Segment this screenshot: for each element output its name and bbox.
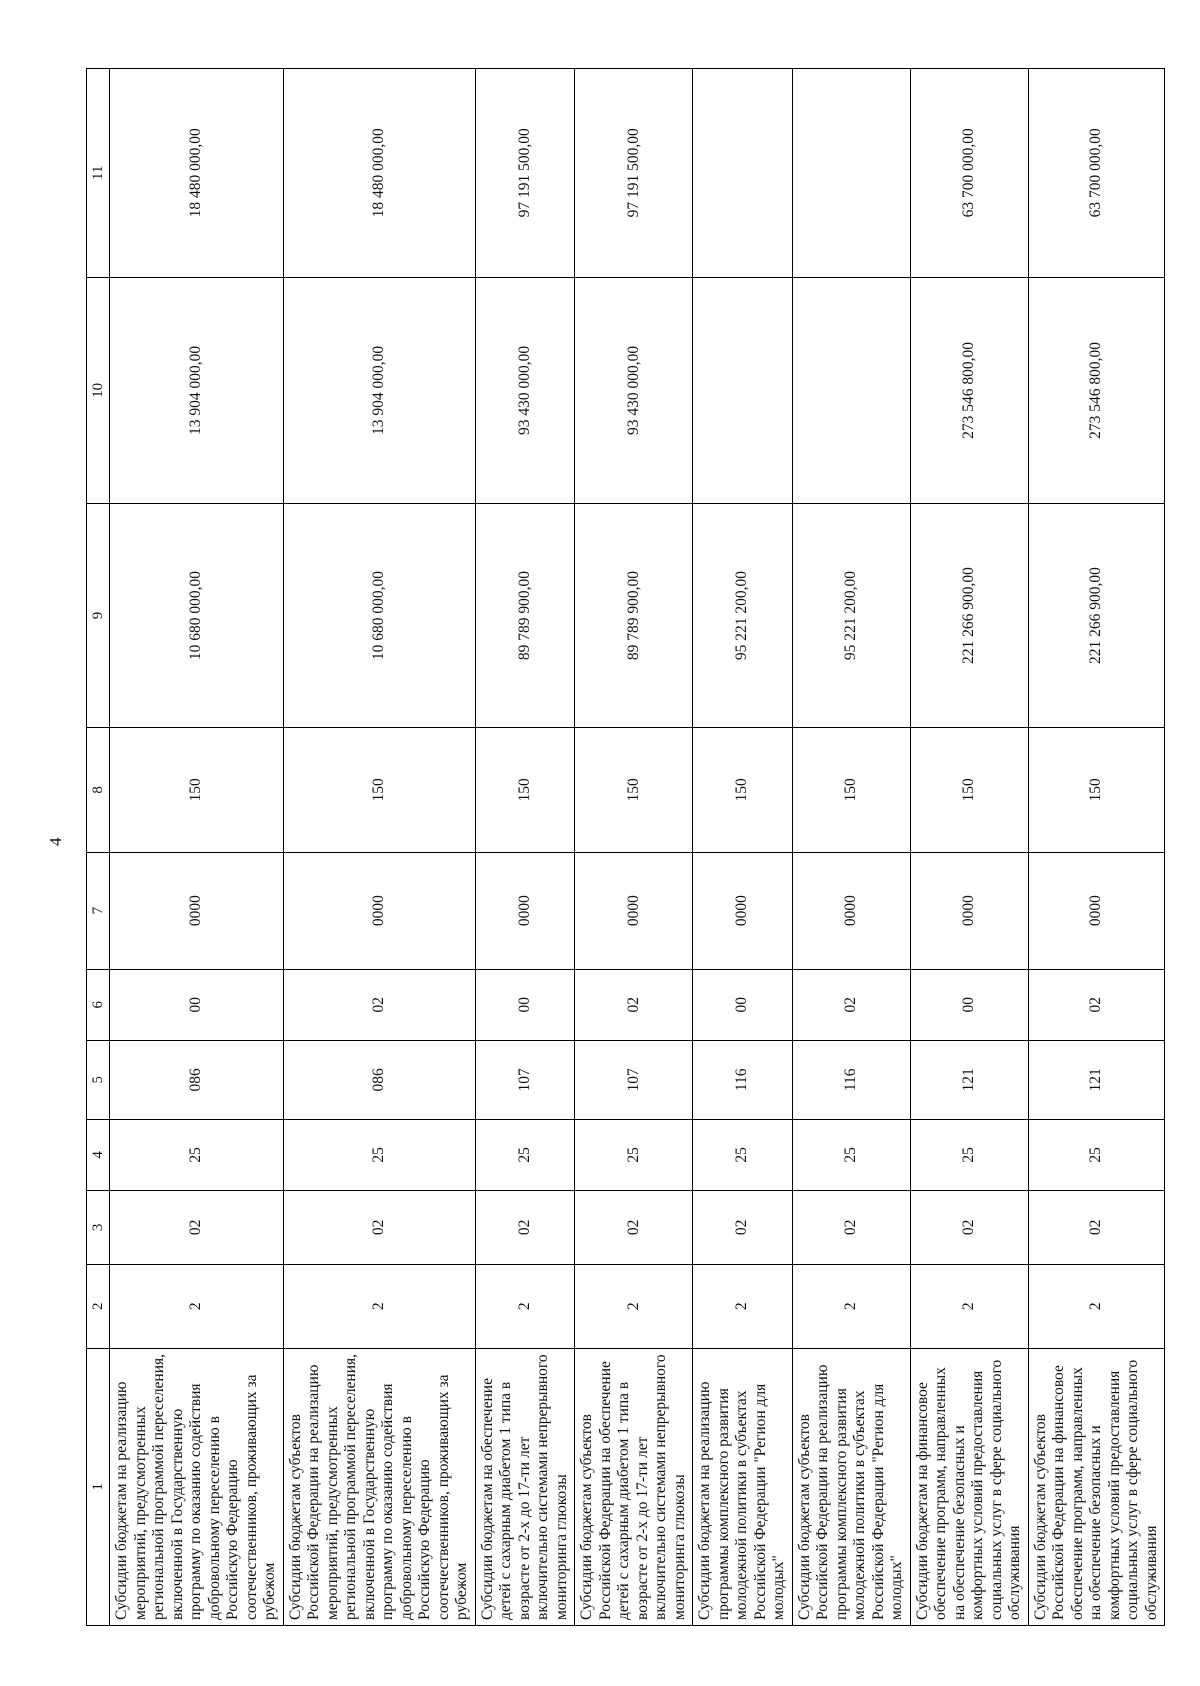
cell-col3: 02	[792, 1190, 910, 1264]
cell-col2: 2	[693, 1264, 793, 1348]
cell-col3: 02	[693, 1190, 793, 1264]
cell-col10	[792, 277, 910, 503]
cell-col6: 02	[792, 969, 910, 1040]
cell-col10: 13 904 000,00	[110, 277, 284, 503]
header-cell: 6	[87, 969, 110, 1040]
cell-col10: 273 546 800,00	[910, 277, 1028, 503]
header-cell: 9	[87, 504, 110, 728]
cell-col6: 00	[693, 969, 793, 1040]
cell-col10: 93 430 000,00	[575, 277, 693, 503]
cell-col3: 02	[575, 1190, 693, 1264]
cell-col2: 2	[575, 1264, 693, 1348]
cell-col11	[792, 69, 910, 278]
table-row	[110, 69, 284, 1626]
budget-table	[86, 68, 1165, 1626]
cell-col3: 02	[110, 1190, 284, 1264]
cell-col2: 2	[475, 1264, 575, 1348]
header-row	[87, 69, 110, 1626]
table-row	[910, 69, 1028, 1626]
cell-col9: 221 266 900,00	[1028, 504, 1165, 728]
cell-col9: 95 221 200,00	[693, 504, 793, 728]
row-description: Субсидии бюджетам субъектов Российской Федерации на обеспечение детей с сахарным диабетом 1 типа в возрасте от 2-х до 17-ти лет включительно системами непрерывного мониторинга глюкозы	[575, 1348, 693, 1625]
cell-col2: 2	[910, 1264, 1028, 1348]
cell-col2: 2	[283, 1264, 475, 1348]
cell-col4: 25	[475, 1119, 575, 1190]
cell-col3: 02	[283, 1190, 475, 1264]
header-cell: 7	[87, 852, 110, 969]
header-cell: 10	[87, 277, 110, 503]
cell-col6: 00	[910, 969, 1028, 1040]
cell-col6: 02	[575, 969, 693, 1040]
row-description: Субсидии бюджетам на обеспечение детей с сахарным диабетом 1 типа в возрасте от 2-х до 17-ти лет включительно системами непрерывного мониторинга глюкозы	[475, 1348, 575, 1625]
cell-col6: 02	[283, 969, 475, 1040]
cell-col9: 10 680 000,00	[283, 504, 475, 728]
cell-col8: 150	[693, 727, 793, 852]
cell-col10	[693, 277, 793, 503]
cell-col9: 10 680 000,00	[110, 504, 284, 728]
cell-col6: 02	[1028, 969, 1165, 1040]
cell-col5: 107	[575, 1040, 693, 1119]
header-cell: 5	[87, 1040, 110, 1119]
cell-col7: 0000	[110, 852, 284, 969]
header-cell: 3	[87, 1190, 110, 1264]
cell-col8: 150	[475, 727, 575, 852]
cell-col5: 116	[693, 1040, 793, 1119]
cell-col8: 150	[1028, 727, 1165, 852]
cell-col5: 086	[283, 1040, 475, 1119]
cell-col5: 107	[475, 1040, 575, 1119]
cell-col5: 121	[910, 1040, 1028, 1119]
row-description: Субсидии бюджетам субъектов Российской Федерации на реализацию мероприятий, предусмотренных региональной программой переселения, включенной в Государственную программу по оказанию содействия добровольному переселению в Российскую Федерацию соотечественников, проживающих за рубежом	[283, 1348, 475, 1625]
cell-col7: 0000	[693, 852, 793, 969]
cell-col10: 93 430 000,00	[475, 277, 575, 503]
cell-col8: 150	[283, 727, 475, 852]
header-cell: 4	[87, 1119, 110, 1190]
cell-col4: 25	[575, 1119, 693, 1190]
cell-col4: 25	[110, 1119, 284, 1190]
cell-col3: 02	[1028, 1190, 1165, 1264]
cell-col4: 25	[792, 1119, 910, 1190]
cell-col7: 0000	[1028, 852, 1165, 969]
cell-col9: 221 266 900,00	[910, 504, 1028, 728]
cell-col8: 150	[910, 727, 1028, 852]
table-row	[792, 69, 910, 1626]
cell-col11: 97 191 500,00	[475, 69, 575, 278]
cell-col9: 95 221 200,00	[792, 504, 910, 728]
page-number: 4	[46, 837, 65, 846]
cell-col2: 2	[792, 1264, 910, 1348]
cell-col11: 63 700 000,00	[1028, 69, 1165, 278]
cell-col6: 00	[475, 969, 575, 1040]
cell-col5: 116	[792, 1040, 910, 1119]
cell-col10: 13 904 000,00	[283, 277, 475, 503]
cell-col2: 2	[110, 1264, 284, 1348]
cell-col5: 121	[1028, 1040, 1165, 1119]
header-cell: 1	[87, 1348, 110, 1625]
cell-col4: 25	[1028, 1119, 1165, 1190]
cell-col9: 89 789 900,00	[575, 504, 693, 728]
cell-col8: 150	[110, 727, 284, 852]
cell-col11	[693, 69, 793, 278]
cell-col4: 25	[693, 1119, 793, 1190]
cell-col7: 0000	[910, 852, 1028, 969]
cell-col8: 150	[792, 727, 910, 852]
cell-col4: 25	[283, 1119, 475, 1190]
cell-col7: 0000	[475, 852, 575, 969]
cell-col11: 97 191 500,00	[575, 69, 693, 278]
cell-col2: 2	[1028, 1264, 1165, 1348]
cell-col8: 150	[575, 727, 693, 852]
cell-col9: 89 789 900,00	[475, 504, 575, 728]
table-row	[283, 69, 475, 1626]
cell-col4: 25	[910, 1119, 1028, 1190]
cell-col7: 0000	[575, 852, 693, 969]
cell-col7: 0000	[792, 852, 910, 969]
header-cell: 8	[87, 727, 110, 852]
cell-col11: 63 700 000,00	[910, 69, 1028, 278]
cell-col10: 273 546 800,00	[1028, 277, 1165, 503]
cell-col5: 086	[110, 1040, 284, 1119]
row-description: Субсидии бюджетам субъектов Российской Федерации на реализацию программы комплексного развития молодежной политики в субъектах Российской Федерации "Регион для молодых"	[792, 1348, 910, 1625]
cell-col6: 00	[110, 969, 284, 1040]
table-row	[1028, 69, 1165, 1626]
table-row	[475, 69, 575, 1626]
table-row	[693, 69, 793, 1626]
header-cell: 2	[87, 1264, 110, 1348]
row-description: Субсидии бюджетам на реализацию программы комплексного развития молодежной политики в субъектах Российской Федерации "Регион для молодых"	[693, 1348, 793, 1625]
rotated-table-container	[86, 68, 1160, 1626]
table-row	[575, 69, 693, 1626]
row-description: Субсидии бюджетам на реализацию мероприятий, предусмотренных региональной программой переселения, включенной в Государственную программу по оказанию содействия добровольному переселению в Российскую Федерацию соотечественников, проживающих за рубежом	[110, 1348, 284, 1625]
row-description: Субсидии бюджетам субъектов Российской Федерации на финансовое обеспечение программ, направленных на обеспечение безопасных и комфортных условий предоставления социальных услуг в сфере социального обслуживания	[1028, 1348, 1165, 1625]
cell-col11: 18 480 000,00	[110, 69, 284, 278]
header-cell: 11	[87, 69, 110, 278]
row-description: Субсидии бюджетам на финансовое обеспечение программ, направленных на обеспечение безопасных и комфортных условий предоставления социальных услуг в сфере социального обслуживания	[910, 1348, 1028, 1625]
cell-col3: 02	[910, 1190, 1028, 1264]
cell-col11: 18 480 000,00	[283, 69, 475, 278]
cell-col7: 0000	[283, 852, 475, 969]
cell-col3: 02	[475, 1190, 575, 1264]
